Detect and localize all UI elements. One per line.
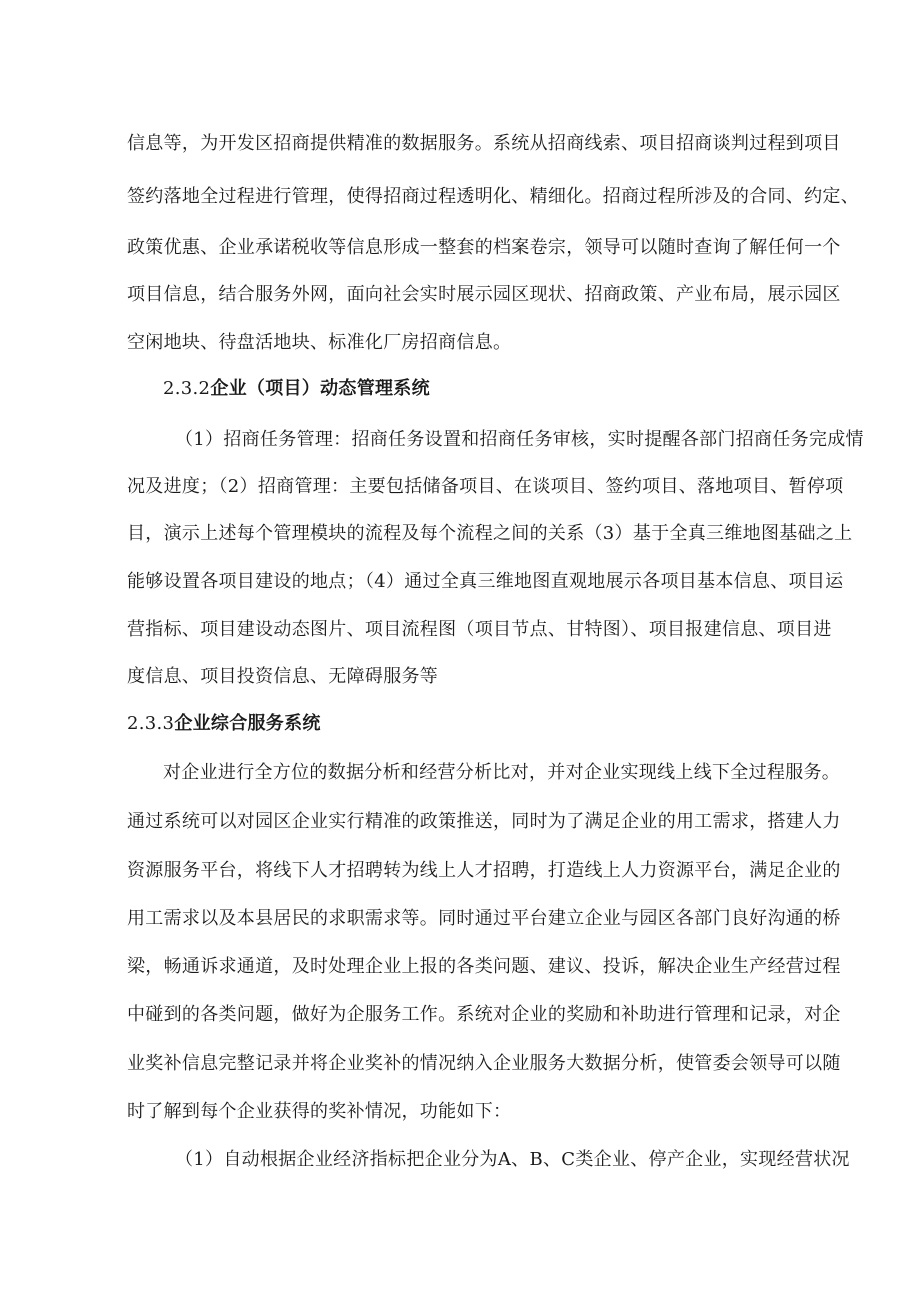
paragraph-line: 资源服务平台，将线下人才招聘转为线上人才招聘，打造线上人力资源平台，满足企业的	[127, 860, 841, 881]
paragraph-line: 签约落地全过程进行管理，使得招商过程透明化、精细化。招商过程所涉及的合同、约定、	[127, 186, 859, 207]
section-title: 企业（项目）动态管理系统	[210, 378, 430, 399]
paragraph-line: 用工需求以及本县居民的求职需求等。同时通过平台建立企业与园区各部门良好沟通的桥	[127, 908, 841, 929]
paragraph-line: 业奖补信息完整记录并将企业奖补的情况纳入企业服务大数据分析，使管委会领导可以随	[127, 1053, 841, 1074]
section-heading	[127, 712, 321, 736]
paragraph-line: 通过系统可以对园区企业实行精准的政策推送，同时为了满足企业的用工需求，搭建人力	[127, 811, 841, 832]
paragraph-line: 时了解到每个企业获得的奖补情况，功能如下：	[127, 1101, 512, 1122]
section-title: 企业综合服务系统	[174, 713, 321, 734]
section-heading	[163, 377, 430, 401]
paragraph-line: 梁，畅通诉求通道，及时处理企业上报的各类问题、建议、投诉，解决企业生产经营过程	[127, 956, 841, 977]
paragraph-line: 信息等，为开发区招商提供精准的数据服务。系统从招商线索、项目招商谈判过程到项目	[127, 133, 841, 154]
paragraph-line: （1）自动根据企业经济指标把企业分为A、B、C类企业、停产企业，实现经营状况	[175, 1149, 850, 1170]
paragraph-line: 项目信息，结合服务外网，面向社会实时展示园区现状、招商政策、产业布局，展示园区	[127, 284, 841, 305]
paragraph-line: （1）招商任务管理：招商任务设置和招商任务审核，实时提醒各部门招商任务完成情	[175, 429, 864, 450]
paragraph-line: 营指标、项目建设动态图片、项目流程图（项目节点、甘特图）、项目报建信息、项目进	[127, 619, 832, 640]
section-number: 2.3.2	[163, 378, 211, 399]
paragraph-line: 政策优惠、企业承诺税收等信息形成一整套的档案卷宗，领导可以随时查询了解任何一个	[127, 237, 841, 258]
paragraph-line: 中碰到的各类问题，做好为企服务工作。系统对企业的奖励和补助进行管理和记录，对企	[127, 1004, 841, 1025]
paragraph-line: 能够设置各项目建设的地点；（4）通过全真三维地图直观地展示各项目基本信息、项目运	[127, 571, 844, 592]
paragraph-line: 目，演示上述每个管理模块的流程及每个流程之间的关系（3）基于全真三维地图基础之上	[127, 523, 853, 544]
paragraph-line: 空闲地块、待盘活地块、标准化厂房招商信息。	[127, 332, 512, 353]
paragraph-line: 对企业进行全方位的数据分析和经营分析比对，并对企业实现线上线下全过程服务。	[163, 762, 841, 783]
paragraph-line: 况及进度；（2）招商管理：主要包括储备项目、在谈项目、签约项目、落地项目、暂停项	[127, 476, 844, 497]
section-number: 2.3.3	[127, 713, 175, 734]
paragraph-line: 度信息、项目投资信息、无障碍服务等	[127, 666, 439, 687]
